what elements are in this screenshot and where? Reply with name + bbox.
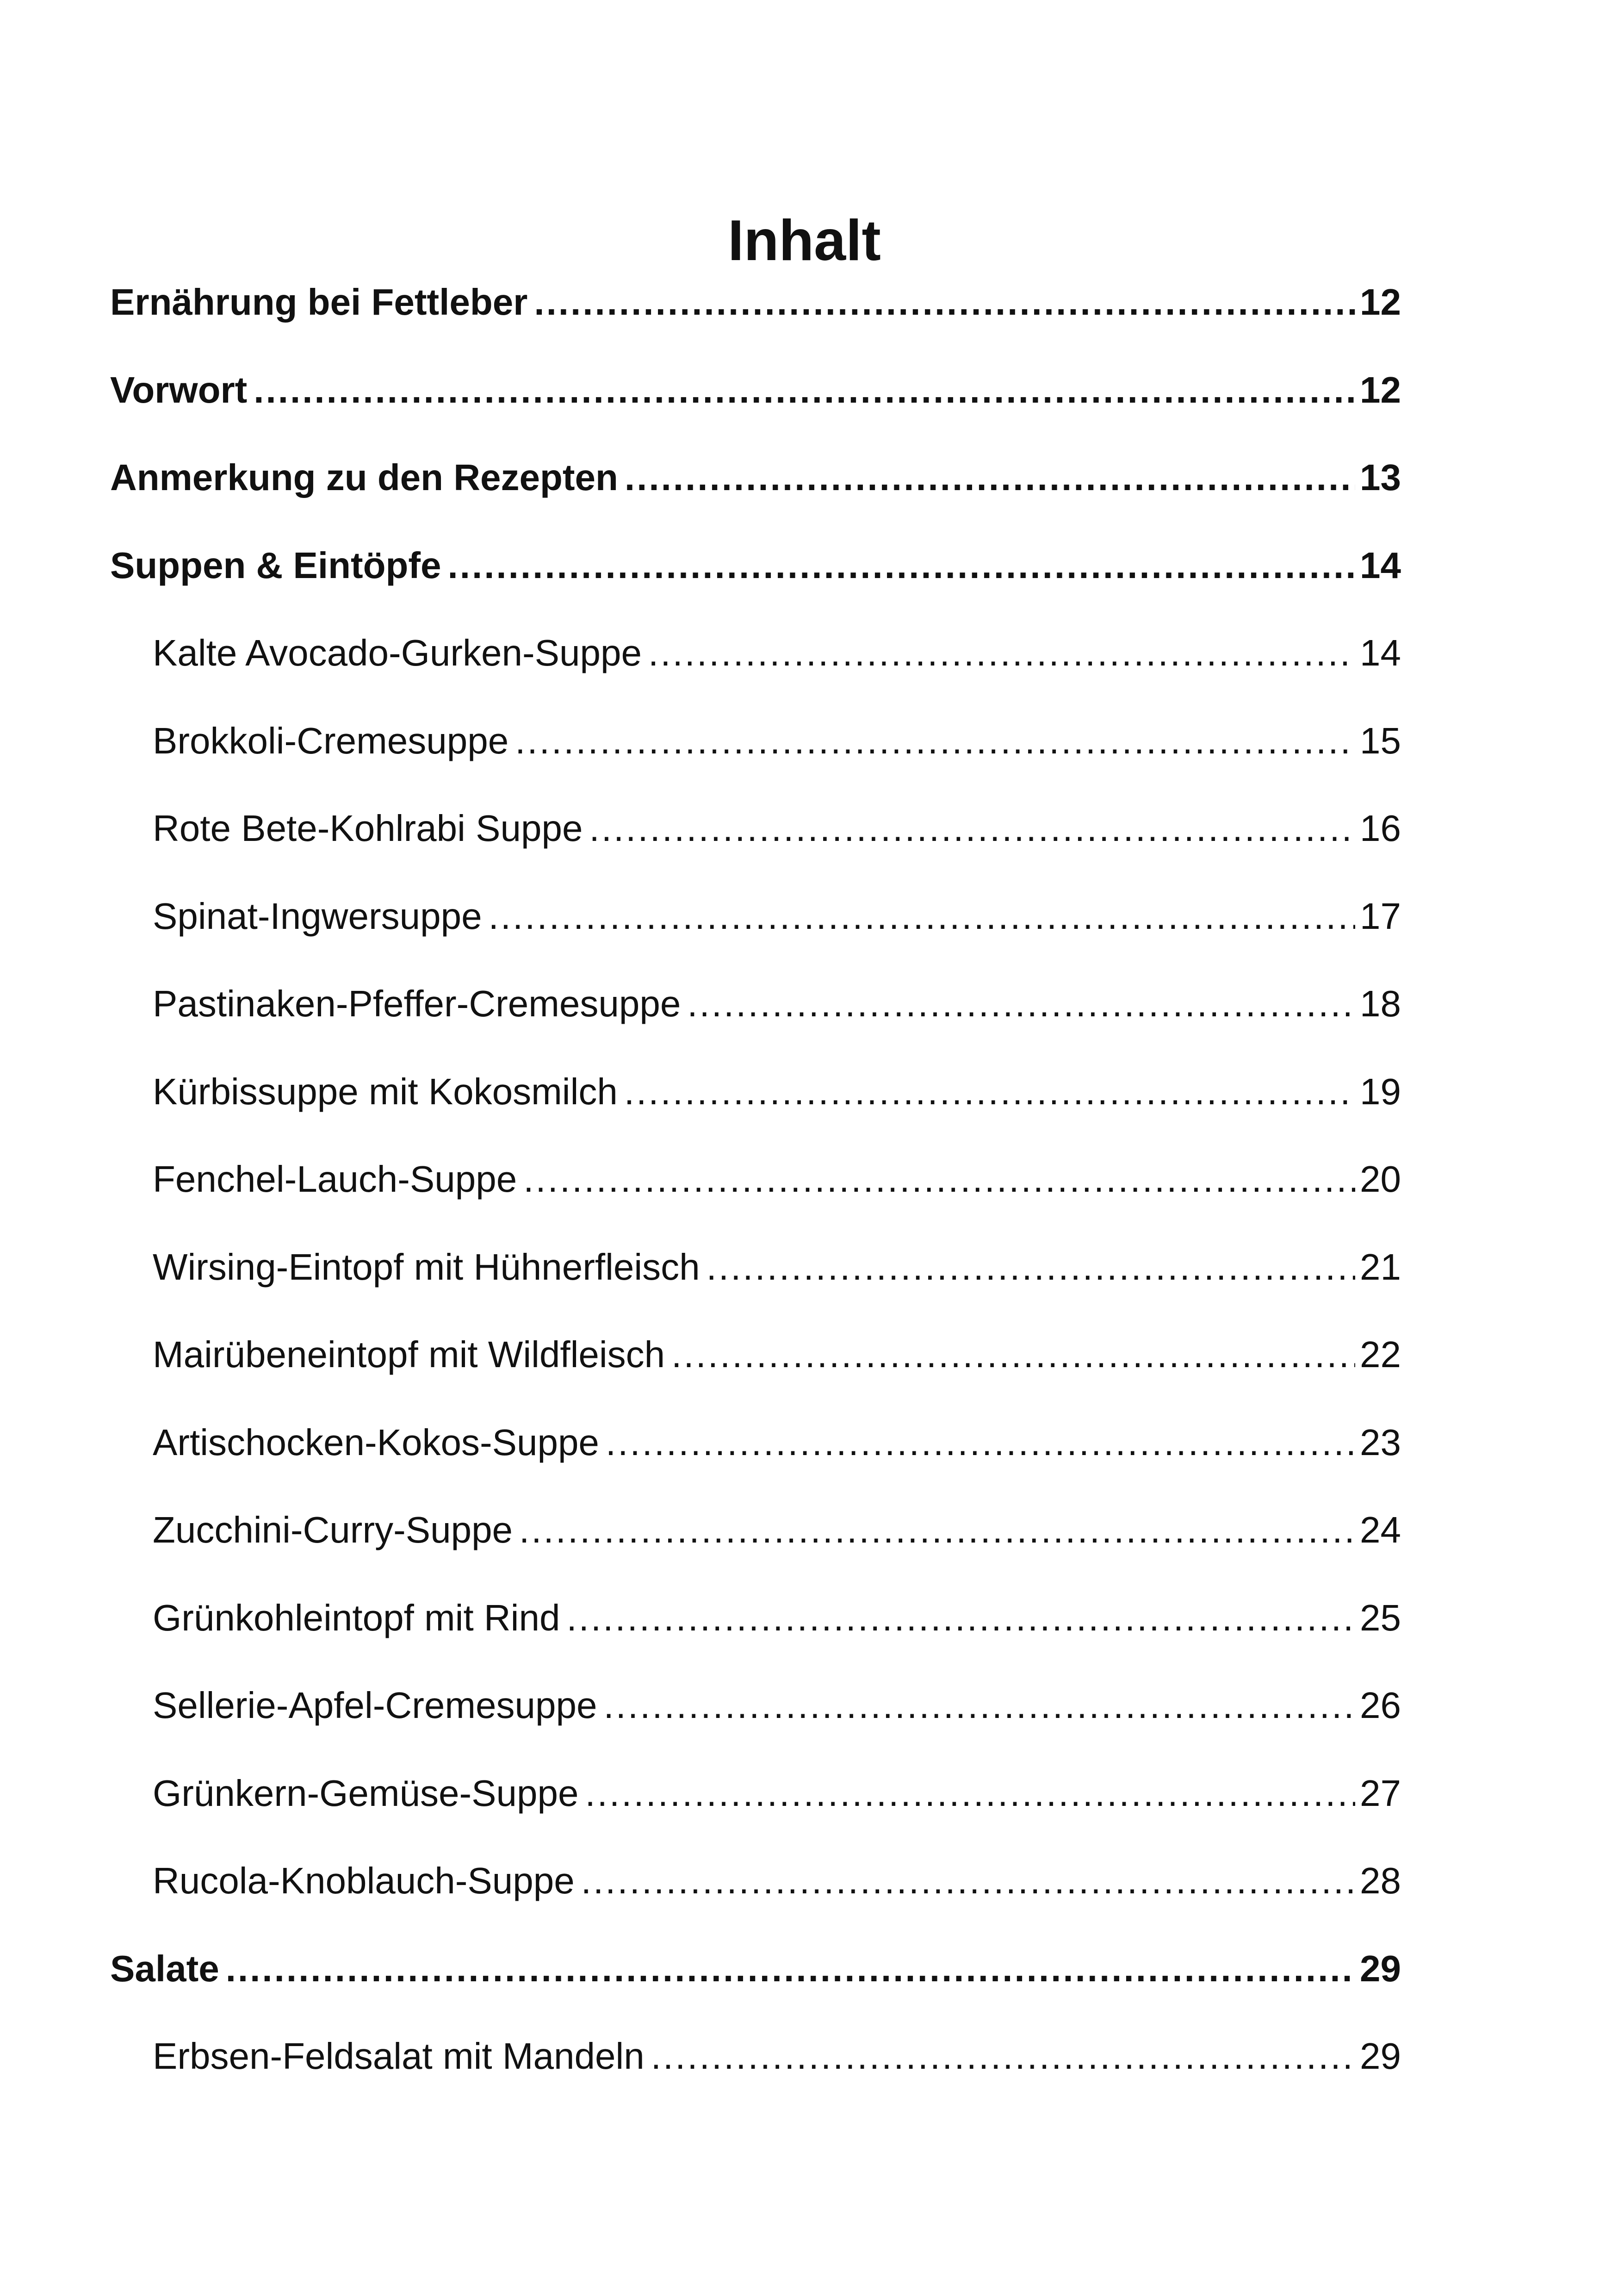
toc-page-number: 16: [1360, 808, 1401, 849]
toc-page-number: 14: [1360, 632, 1401, 673]
dot-leader: [448, 540, 1356, 591]
dot-leader: [648, 628, 1355, 678]
toc-chapter-entry: [110, 1943, 1401, 2031]
dot-leader: [489, 891, 1355, 942]
dot-leader: [534, 277, 1355, 328]
toc-subentry: [110, 2031, 1401, 2119]
toc-entry-label: Grünkern-Gemüse-Suppe: [153, 1772, 579, 1814]
toc-page-number: 26: [1360, 1685, 1401, 1726]
toc-page-number: 29: [1360, 2035, 1401, 2077]
dot-leader: [519, 1505, 1355, 1556]
toc-subentry: [110, 1066, 1401, 1154]
toc-subentry: [110, 1242, 1401, 1330]
dot-leader: [624, 1066, 1355, 1117]
toc-subentry: [110, 1855, 1401, 1943]
dot-leader: [254, 365, 1355, 416]
toc-entry-label: Anmerkung zu den Rezepten: [110, 457, 618, 498]
toc-entry-label: Mairübeneintopf mit Wildfleisch: [153, 1334, 665, 1375]
toc-page-number: 18: [1360, 983, 1401, 1024]
dot-leader: [625, 452, 1355, 503]
toc-subentry: [110, 1680, 1401, 1768]
toc-entry-label: Brokkoli-Cremesuppe: [153, 720, 509, 761]
toc-page-number: 28: [1360, 1860, 1401, 1901]
toc-page-number: 12: [1360, 281, 1401, 323]
toc-page-number: 24: [1360, 1509, 1401, 1550]
toc-page-number: 23: [1360, 1421, 1401, 1463]
toc-chapter-entry: [110, 365, 1401, 453]
toc-subentry: [110, 978, 1401, 1066]
toc-entry-label: Spinat-Ingwersuppe: [153, 895, 482, 937]
dot-leader: [589, 803, 1356, 854]
dot-leader: [671, 1329, 1355, 1380]
toc-entry-label: Sellerie-Apfel-Cremesuppe: [153, 1685, 597, 1726]
toc-entry-label: Suppen & Eintöpfe: [110, 544, 441, 586]
toc-entry-label: Pastinaken-Pfeffer-Cremesuppe: [153, 983, 681, 1024]
toc-entry-label: Grünkohleintopf mit Rind: [153, 1597, 560, 1638]
toc-entry-label: Zucchini-Curry-Suppe: [153, 1509, 513, 1550]
toc-page-number: 15: [1360, 720, 1401, 761]
dot-leader: [606, 1417, 1355, 1468]
toc-entry-label: Kalte Avocado-Gurken-Suppe: [153, 632, 642, 673]
toc-page-number: 20: [1360, 1158, 1401, 1200]
toc-page-number: 22: [1360, 1334, 1401, 1375]
dot-leader: [651, 2031, 1355, 2082]
dot-leader: [603, 1680, 1355, 1731]
toc-page-number: 29: [1360, 1948, 1401, 1989]
toc-entry-label: Artischocken-Kokos-Suppe: [153, 1421, 599, 1463]
page-title: Inhalt: [728, 209, 881, 273]
toc-entry-label: Erbsen-Feldsalat mit Mandeln: [153, 2035, 645, 2077]
toc-page-number: 25: [1360, 1597, 1401, 1638]
toc-page-number: 19: [1360, 1070, 1401, 1112]
toc-chapter-entry: [110, 540, 1401, 628]
toc-subentry: [110, 1154, 1401, 1242]
toc-entry-label: Salate: [110, 1948, 219, 1989]
toc-subentry: [110, 1329, 1401, 1417]
toc-page-number: 14: [1360, 544, 1401, 586]
table-of-contents: [110, 277, 1401, 2119]
toc-subentry: [110, 1768, 1401, 1856]
toc-entry-label: Rote Bete-Kohlrabi Suppe: [153, 808, 583, 849]
dot-leader: [226, 1943, 1355, 1994]
toc-entry-label: Ernährung bei Fettleber: [110, 281, 528, 323]
toc-entry-label: Rucola-Knoblauch-Suppe: [153, 1860, 575, 1901]
toc-page-number: 27: [1360, 1772, 1401, 1814]
dot-leader: [515, 716, 1355, 766]
toc-entry-label: Fenchel-Lauch-Suppe: [153, 1158, 517, 1200]
toc-entry-label: Kürbissuppe mit Kokosmilch: [153, 1070, 618, 1112]
toc-page-number: 17: [1360, 895, 1401, 937]
toc-entry-label: Vorwort: [110, 369, 248, 411]
dot-leader: [523, 1154, 1355, 1205]
toc-subentry: [110, 1417, 1401, 1505]
toc-chapter-entry: [110, 277, 1401, 365]
dot-leader: [687, 978, 1355, 1029]
toc-chapter-entry: [110, 452, 1401, 540]
dot-leader: [707, 1242, 1355, 1293]
toc-page-number: 21: [1360, 1246, 1401, 1288]
toc-page-number: 13: [1360, 457, 1401, 498]
dot-leader: [581, 1855, 1355, 1906]
toc-subentry: [110, 891, 1401, 979]
toc-subentry: [110, 1593, 1401, 1680]
dot-leader: [585, 1768, 1355, 1819]
toc-subentry: [110, 803, 1401, 891]
toc-entry-label: Wirsing-Eintopf mit Hühnerfleisch: [153, 1246, 700, 1288]
toc-page-number: 12: [1360, 369, 1401, 411]
toc-subentry: [110, 716, 1401, 803]
dot-leader: [566, 1593, 1355, 1643]
toc-subentry: [110, 628, 1401, 716]
toc-subentry: [110, 1505, 1401, 1593]
